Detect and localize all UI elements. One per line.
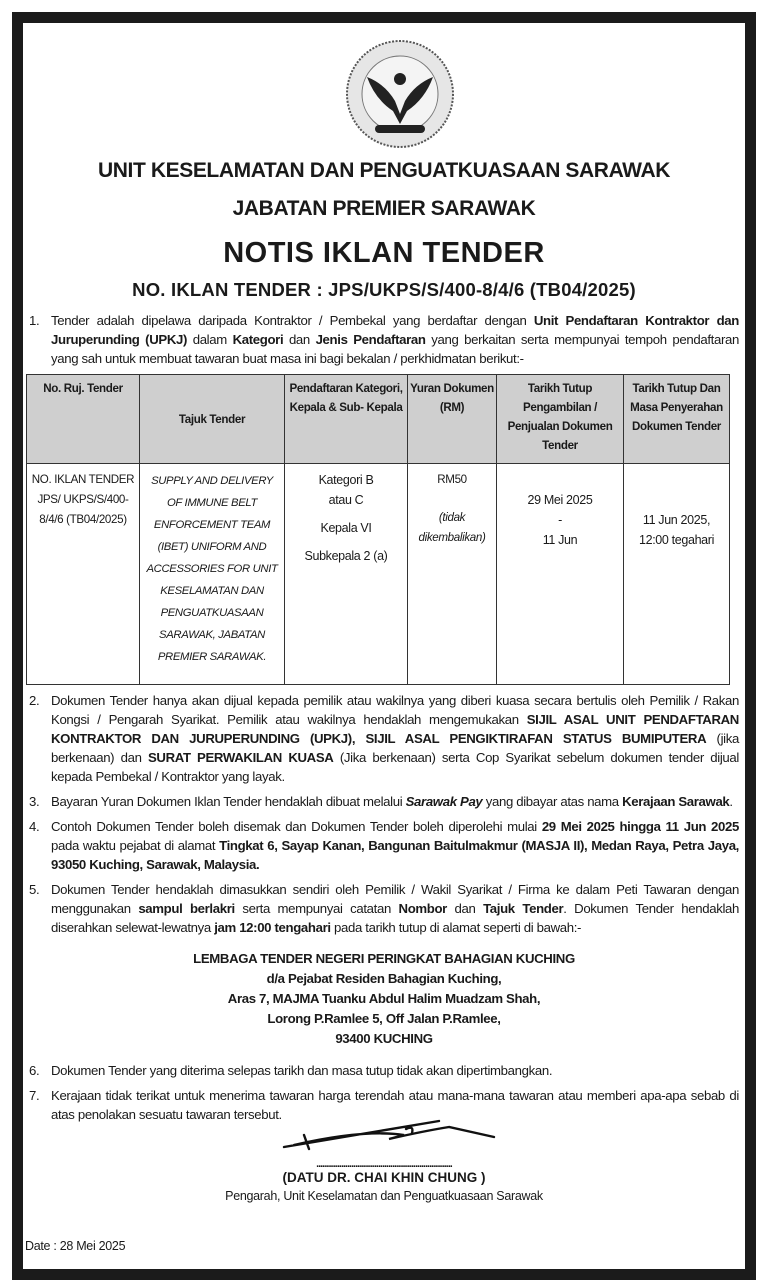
tender-ref: NO. IKLAN TENDER : JPS/UKPS/S/400-8/4/6 (TB04/2025): [132, 279, 636, 300]
agency-seal-logo: [345, 39, 455, 149]
dept-name: JABATAN PREMIER SARAWAK: [232, 197, 536, 220]
cell-closing: 11 Jun 2025, 12:00 tegahari: [624, 464, 730, 685]
col-header: Tarikh Tutup Pengambilan / Penjualan Dokumen Tender: [497, 375, 624, 464]
org-name: UNIT KESELAMATAN DAN PENGUATKUASAAN SARAWAK: [98, 159, 670, 182]
clause-5: 5. Dokumen Tender hendaklah dimasukkan sendiri oleh Pemilik / Wakil Syarikat / Firma ke dalam Peti Tawaran dengan menggunakan sampul berlakri serta mempunyai catatan Nombor dan Tajuk Tender. Dokumen Tender hendaklah diserahkan selewat-lewatnya jam 12:00 tengahari pada tarikh tutup di alamat seperti di bawah:-: [29, 882, 739, 935]
col-header: Tajuk Tender: [140, 375, 285, 464]
cell-registration: Kategori B atau C Kepala VI Subkepala 2 (a): [285, 464, 408, 685]
col-header: No. Ruj. Tender: [27, 375, 140, 464]
signature-line: ..................................................................: [316, 1158, 452, 1170]
clause-4: 4. Contoh Dokumen Tender boleh disemak dan Dokumen Tender boleh diperolehi mulai 29 Mei 2025 hingga 11 Jun 2025 pada waktu pejabat di alamat Tingkat 6, Sayap Kanan, Bangunan Baitulmakmur (MASJA II), Medan Raya, Petra Jaya, 93050 Kuching, Sarawak, Malaysia.: [29, 819, 739, 872]
clause-2: 2. Dokumen Tender hanya akan dijual kepada pemilik atau wakilnya yang diberi kuasa secara bertulis oleh Pemilik / Rakan Kongsi / Pengarah Syarikat. Pemilik atau wakilnya hendaklah mengemukakan SIJIL ASAL UNIT PENDAFTARAN KONTRAKTOR DAN JURUPERUNDING (UPKJ), SIJIL ASAL PENGIKTIRAFAN STATUS BUMIPUTERA (jika berkenaan) dan SURAT PERWAKILAN KUASA (Jika berkenaan) serta Cop Syarikat sebelum dokumen tender dijual kepada Pembekal / Kontraktor yang layak.: [29, 693, 739, 784]
col-header: Pendaftaran Kategori, Kepala & Sub- Kepala: [285, 375, 408, 464]
clause-3: 3. Bayaran Yuran Dokumen Iklan Tender hendaklah dibuat melalui Sarawak Pay yang dibayar atas nama Kerajaan Sarawak.: [29, 794, 733, 809]
col-header: Tarikh Tutup Dan Masa Penyerahan Dokumen Tender: [624, 375, 730, 464]
notice-body: [29, 311, 739, 1130]
cell-title: SUPPLY AND DELIVERY OF IMMUNE BELT ENFORCEMENT TEAM (IBET) UNIFORM AND ACCESSORIES FOR UNIT KESELAMATAN DAN PENGUATKUASAAN SARAWAK, JABATAN PREMIER SARAWAK.: [140, 464, 285, 685]
table-header-row: [27, 375, 730, 464]
notice-frame: [12, 12, 756, 1280]
handwritten-signature: [264, 1115, 504, 1155]
tender-table: [26, 374, 730, 685]
notice-date: Date : 28 Mei 2025: [25, 1239, 126, 1253]
table-row: [27, 464, 730, 685]
signature-block: [23, 1115, 745, 1205]
clause-text: Tender adalah dipelawa daripada Kontraktor / Pembekal yang berdaftar dengan Unit Pendaftaran Kontraktor dan Juruperunding (UPKJ) dalam Kategori dan Jenis Pendaftaran yang berkaitan serta mempunyai tempoh pendaftaran yang sah untuk membuat tawaran buat masa ini bagi bekalan / perkhidmatan berikut:-: [51, 313, 739, 366]
submission-address: LEMBAGA TENDER NEGERI PERINGKAT BAHAGIAN KUCHING d/a Pejabat Residen Bahagian Kuching, Aras 7, MAJMA Tuanku Abdul Halim Muadzam Shah, Lorong P.Ramlee 5, Off Jalan P.Ramlee, 93400 KUCHING: [193, 951, 575, 1046]
cell-sale-period: 29 Mei 2025 - 11 Jun: [497, 464, 624, 685]
clause-number: 1.: [29, 313, 40, 328]
clause-7: 7. Kerajaan tidak terikat untuk menerima tawaran harga terendah atau mana-mana tawaran atau memberi apa-apa sebab di atas penolakan sesuatu tawaran tersebut.: [29, 1088, 739, 1122]
signatory-name: (DATU DR. CHAI KHIN CHUNG ): [282, 1170, 486, 1185]
clause-1: [29, 311, 739, 368]
notice-title: NOTIS IKLAN TENDER: [223, 237, 545, 269]
cell-ref: NO. IKLAN TENDER JPS/ UKPS/S/400-8/4/6 (TB04/2025): [27, 464, 140, 685]
clause-6: 6. Dokumen Tender yang diterima selepas tarikh dan masa tutup tidak akan dipertimbangkan.: [29, 1063, 553, 1078]
col-header: Yuran Dokumen (RM): [408, 375, 497, 464]
cell-fee: RM50 (tidak dikembalikan): [408, 464, 497, 685]
signatory-role: Pengarah, Unit Keselamatan dan Penguatkuasaan Sarawak: [225, 1189, 543, 1203]
